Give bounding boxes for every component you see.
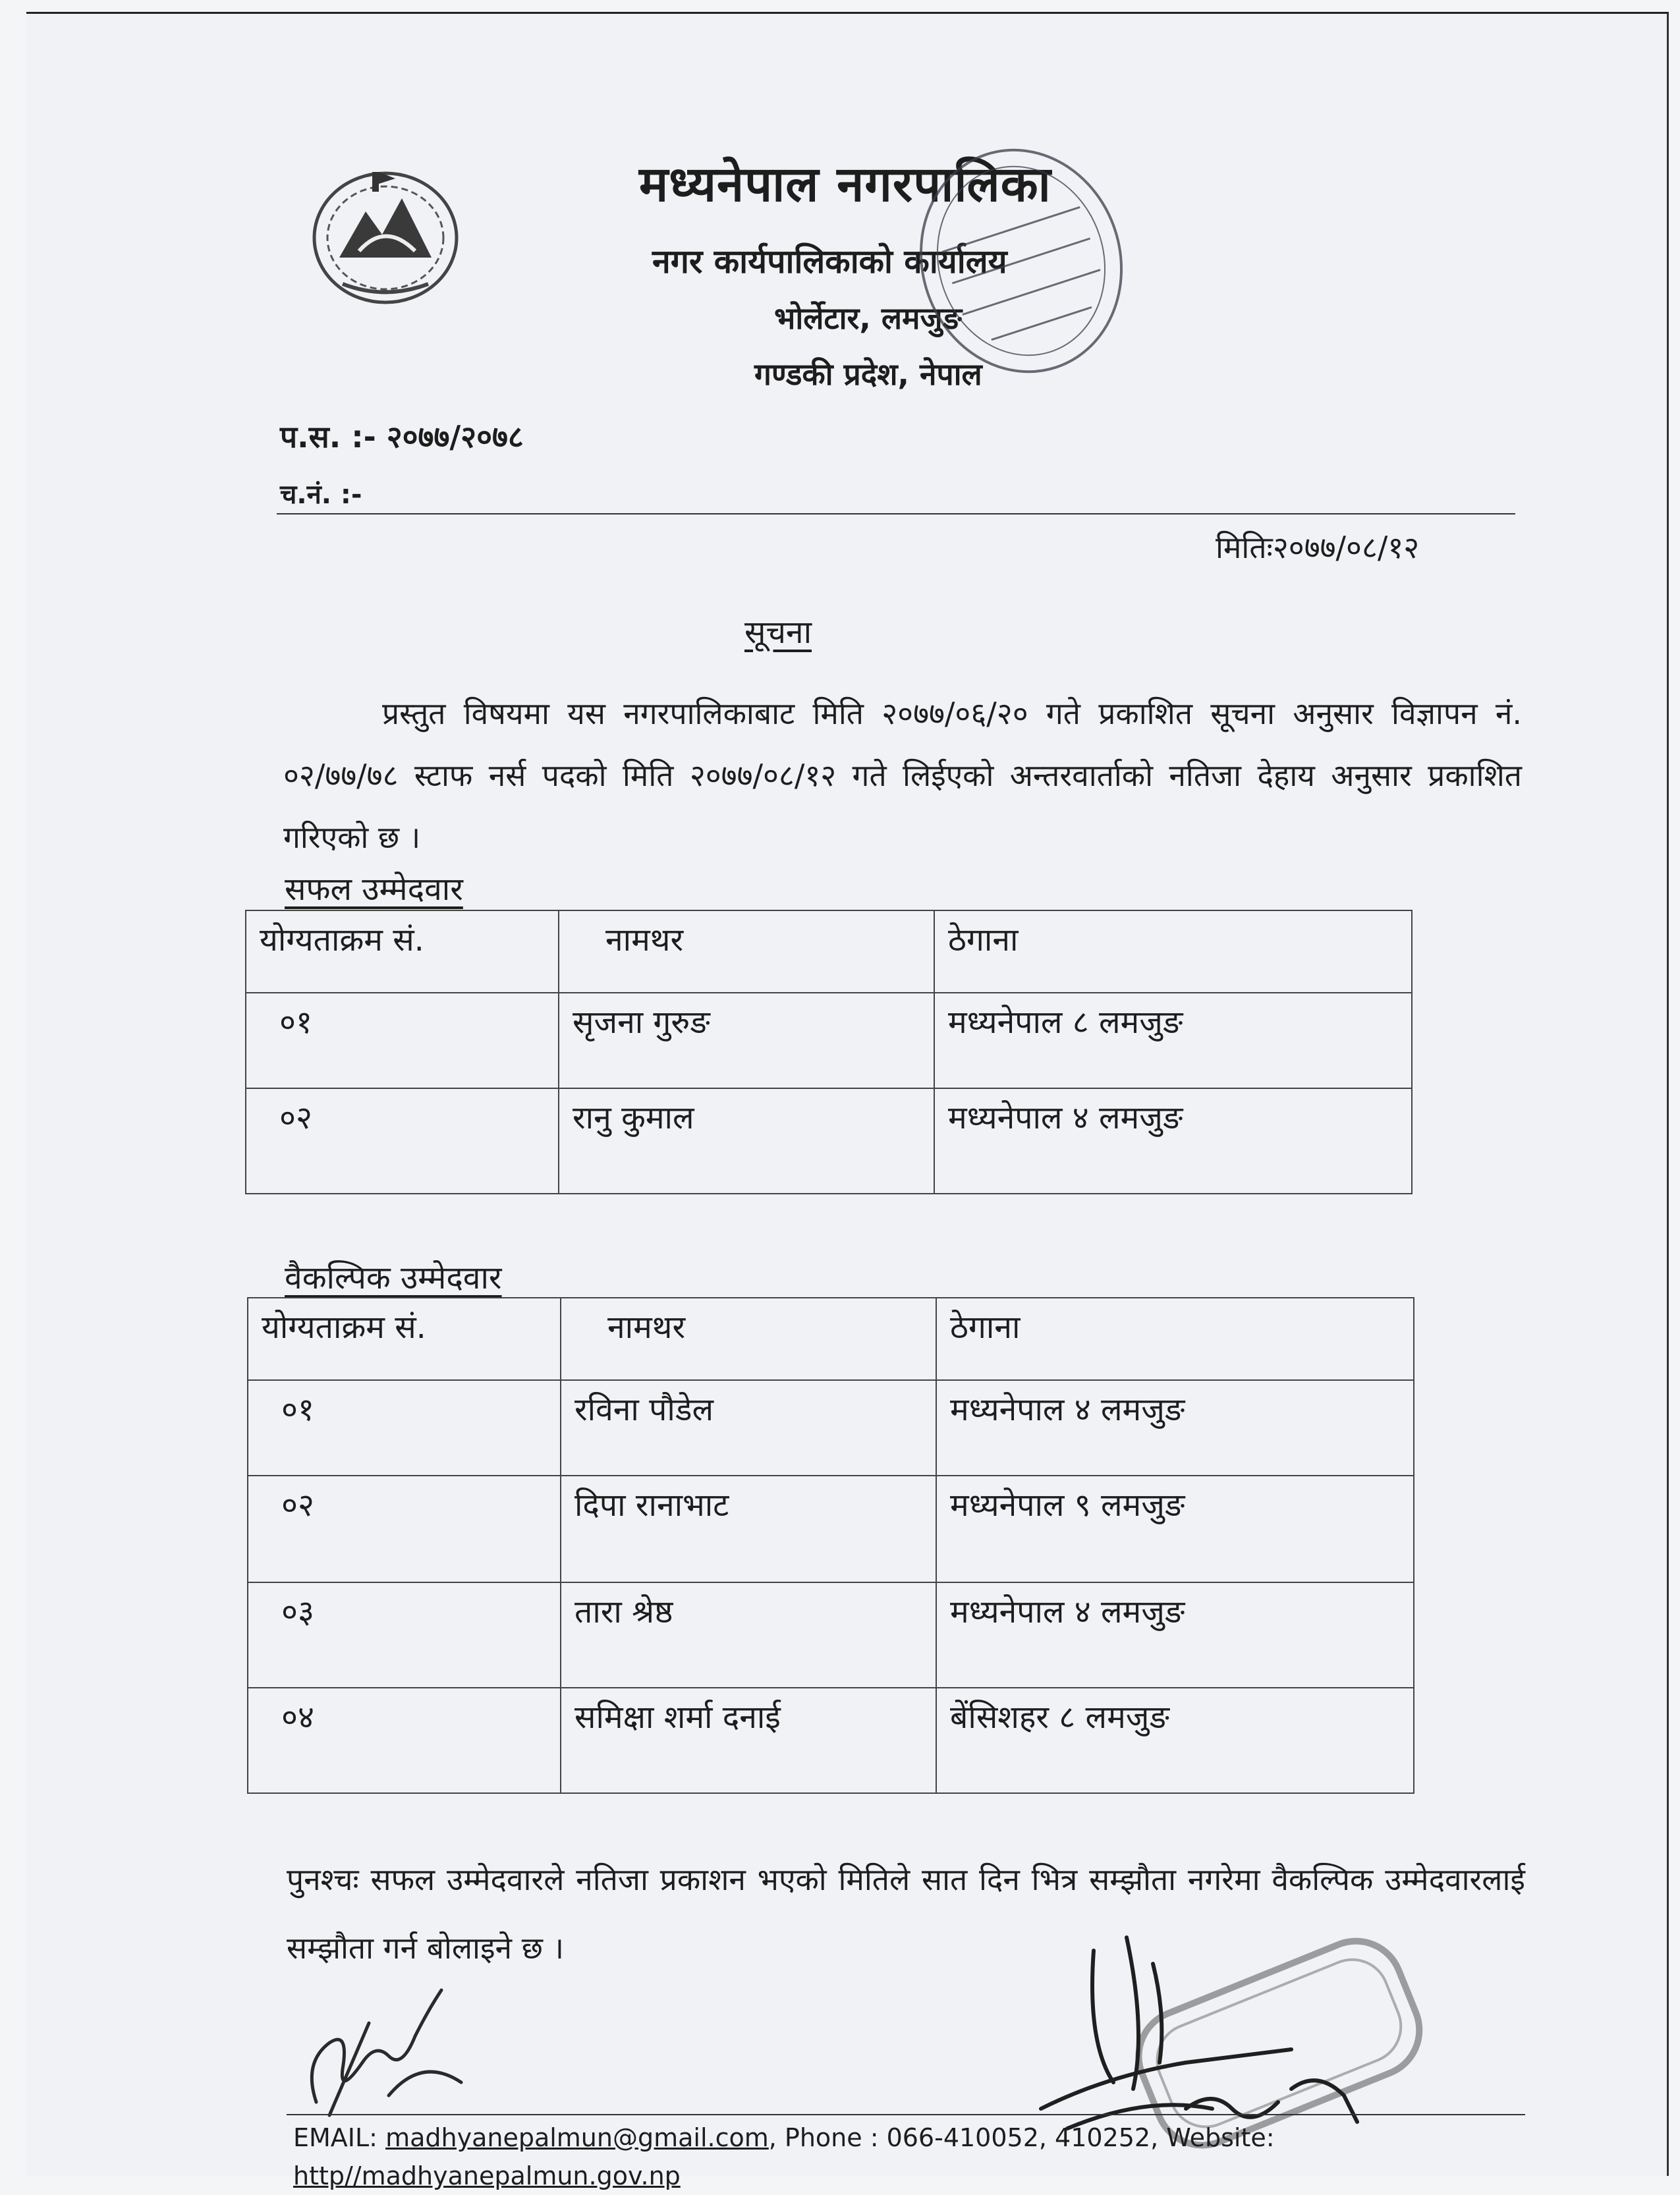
- address-cell: बेंसिशहर ८ लमजुङ: [936, 1688, 1414, 1793]
- name-cell: रानु कुमाल: [559, 1088, 934, 1194]
- notice-title: सूचना: [744, 614, 812, 651]
- address-cell: मध्यनेपाल ४ लमजुङ: [936, 1380, 1414, 1476]
- alternate-candidates-table: [247, 1297, 1414, 1794]
- notice-date: मितिः२०७७/०८/१२: [1216, 530, 1420, 565]
- notice-body: [283, 682, 1522, 868]
- website-link[interactable]: http//madhyanepalmun.gov.np: [293, 2161, 681, 2190]
- column-header-name: नामथर: [559, 910, 934, 993]
- dispatch-number: च.नं. :-: [280, 480, 362, 510]
- column-header-address: ठेगाना: [936, 1298, 1414, 1380]
- name-cell: समिक्षा शर्मा दनाई: [561, 1688, 936, 1793]
- header-divider: [277, 513, 1515, 514]
- successful-candidates-table: [245, 910, 1413, 1194]
- name-cell: तारा श्रेष्ठ: [561, 1582, 936, 1688]
- alternate-candidates-title: वैकल्पिक उम्मेदवार: [285, 1260, 502, 1296]
- nepal-emblem-icon: [303, 159, 468, 310]
- table-row: [246, 1088, 1412, 1194]
- column-header-name: नामथर: [561, 1298, 936, 1380]
- document-page: [26, 12, 1669, 2190]
- address-cell: मध्यनेपाल ४ लमजुङ: [934, 1088, 1412, 1194]
- office-seal-stamp-icon: [903, 129, 1140, 393]
- office-address: भोर्लेटार, लमजुङ: [774, 300, 962, 336]
- table-row: [248, 1476, 1414, 1582]
- rank-cell: ०१: [246, 993, 559, 1088]
- footer-divider: [287, 2114, 1525, 2115]
- office-province: गण्डकी प्रदेश, नेपाल: [754, 356, 982, 392]
- name-cell: रविना पौडेल: [561, 1380, 936, 1476]
- footer-contact: [293, 2119, 1545, 2195]
- handwritten-signature-icon: [290, 1964, 488, 2122]
- rank-cell: ०४: [248, 1688, 561, 1793]
- table-row: [246, 993, 1412, 1088]
- email-link[interactable]: madhyanepalmun@gmail.com: [385, 2123, 769, 2152]
- rank-cell: ०३: [248, 1582, 561, 1688]
- postscript-note: पुनश्चः सफल उम्मेदवारले नतिजा प्रकाशन भएको मितिले सात दिन भित्र सम्झौता नगरेमा वैकल्पिक उम्मेदवारलाई सम्झौता गर्न बोलाइने छ ।: [287, 1862, 1525, 1966]
- column-header-rank: योग्यताक्रम सं.: [246, 910, 559, 993]
- successful-candidates-title: सफल उम्मेदवार: [285, 871, 463, 908]
- table-row: [248, 1582, 1414, 1688]
- office-name: नगर कार्यपालिकाको कार्यालय: [652, 242, 1007, 281]
- table-header-row: [248, 1298, 1414, 1380]
- email-label: EMAIL:: [293, 2123, 378, 2152]
- name-cell: सृजना गुरुङ: [559, 993, 934, 1088]
- reference-number: प.स. :- २०७७/२०७८: [280, 419, 524, 455]
- table-row: [248, 1380, 1414, 1476]
- rank-cell: ०२: [248, 1476, 561, 1582]
- address-cell: मध्यनेपाल ४ लमजुङ: [936, 1582, 1414, 1688]
- table-row: [248, 1688, 1414, 1793]
- municipality-name: मध्यनेपाल नगरपालिका: [639, 156, 1051, 213]
- rank-cell: ०२: [246, 1088, 559, 1194]
- notice-body-text: प्रस्तुत विषयमा यस नगरपालिकाबाट मिति २०७७/०६/२० गते प्रकाशित सूचना अनुसार विज्ञापन नं. ०२/७७/७८ स्टाफ नर्स पदको मिति २०७७/०८/१२ गते लिईएको अन्तरवार्ताको नतिजा देहाय अनुसार प्रकाशित गरिएको छ ।: [283, 696, 1522, 855]
- table-header-row: [246, 910, 1412, 993]
- name-cell: दिपा रानाभाट: [561, 1476, 936, 1582]
- rank-cell: ०१: [248, 1380, 561, 1476]
- column-header-address: ठेगाना: [934, 910, 1412, 993]
- address-cell: मध्यनेपाल ८ लमजुङ: [934, 993, 1412, 1088]
- address-cell: मध्यनेपाल ९ लमजुङ: [936, 1476, 1414, 1582]
- column-header-rank: योग्यताक्रम सं.: [248, 1298, 561, 1380]
- phone-text: , Phone : 066-410052, 410252, Website:: [768, 2123, 1275, 2152]
